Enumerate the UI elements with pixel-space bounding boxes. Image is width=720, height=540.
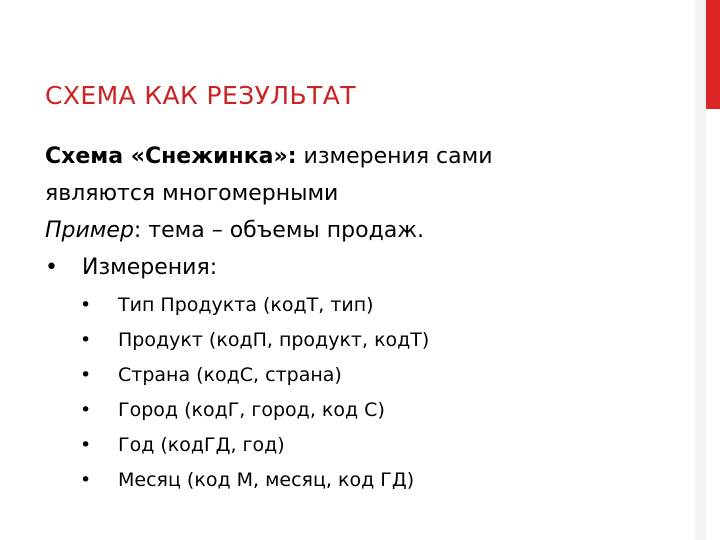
slide-title: СХЕМА КАК РЕЗУЛЬТАТ — [45, 81, 356, 110]
snowflake-term: Схема «Снежинка»: — [45, 144, 297, 169]
dimension-text: Год (кодГД, год) — [118, 434, 285, 456]
dimensions-list — [80, 288, 429, 498]
paragraph-snowflake-line1 — [45, 138, 685, 175]
list-item — [80, 323, 429, 358]
snowflake-definition-start: измерения сами — [296, 144, 493, 169]
bullet-icon: • — [80, 469, 92, 491]
bullet-icon: • — [45, 255, 58, 280]
accent-bar — [706, 0, 720, 109]
example-label: Пример — [45, 218, 134, 243]
dimension-text: Страна (кодС, страна) — [118, 364, 342, 386]
list-item — [80, 288, 429, 323]
bullet-icon: • — [80, 294, 92, 316]
bullet-icon: • — [80, 434, 92, 456]
list-item — [80, 393, 429, 428]
paragraph-snowflake-line2: являются многомерными — [45, 181, 339, 206]
dimension-text: Продукт (кодП, продукт, кодТ) — [118, 329, 430, 351]
bullet-icon: • — [80, 329, 92, 351]
dimensions-bullet — [45, 249, 685, 286]
paragraph-example — [45, 212, 685, 249]
list-item — [80, 463, 429, 498]
bullet-icon: • — [80, 364, 92, 386]
slide-body — [45, 138, 685, 286]
example-text: : тема – объемы продаж. — [133, 218, 425, 243]
dimension-text: Город (кодГ, город, код С) — [118, 399, 385, 421]
right-edge-band — [695, 0, 706, 540]
bullet-icon: • — [80, 399, 92, 421]
list-item — [80, 358, 429, 393]
dimension-text: Тип Продукта (кодТ, тип) — [118, 294, 374, 316]
list-item — [80, 428, 429, 463]
dimensions-heading: Измерения: — [82, 255, 218, 280]
dimension-text: Месяц (код М, месяц, код ГД) — [118, 469, 415, 491]
